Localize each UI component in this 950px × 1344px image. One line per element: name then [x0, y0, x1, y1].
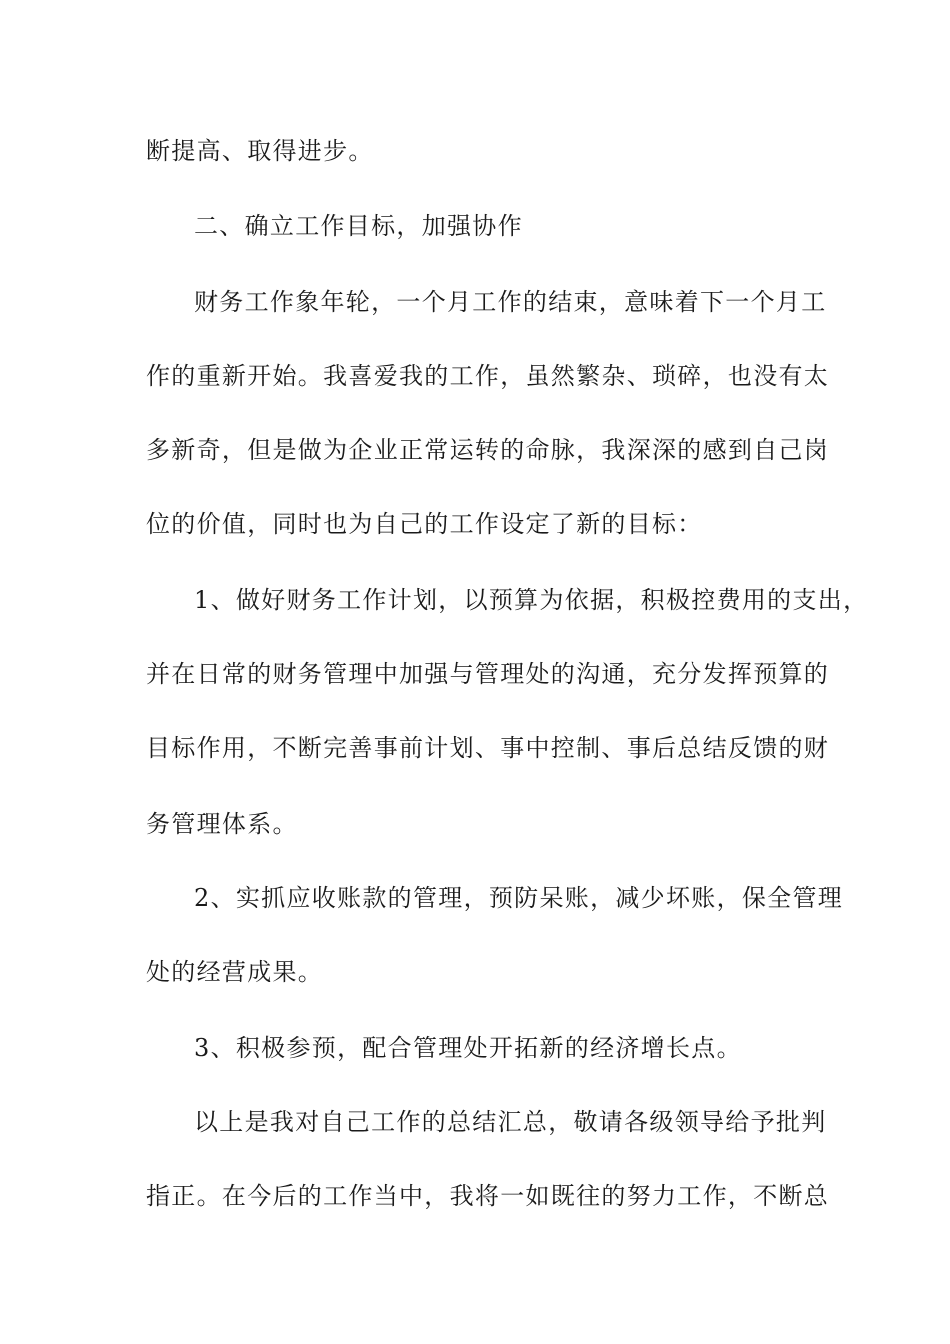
list-item-3: 3、积极参预，配合管理处开拓新的经济增长点。: [194, 1034, 742, 1062]
text-line: 务管理体系。: [146, 810, 298, 838]
list-item-2: 2、实抓应收账款的管理，预防呆账，减少坏账，保全管理: [194, 884, 844, 912]
text-line: 多新奇，但是做为企业正常运转的命脉，我深深的感到自己岗: [146, 436, 830, 464]
text-line: 以上是我对自己工作的总结汇总，敬请各级领导给予批判: [194, 1108, 827, 1136]
text-line: 作的重新开始。我喜爱我的工作，虽然繁杂、琐碎，也没有太: [146, 362, 830, 390]
text-line: 并在日常的财务管理中加强与管理处的沟通，充分发挥预算的: [146, 660, 830, 688]
text-line: 目标作用，不断完善事前计划、事中控制、事后总结反馈的财: [146, 734, 830, 762]
text-line: 指正。在今后的工作当中，我将一如既往的努力工作，不断总: [146, 1182, 830, 1210]
section-heading: 二、确立工作目标，加强协作: [194, 212, 523, 240]
text-line: 断提高、取得进步。: [146, 137, 374, 165]
list-item-1: 1、做好财务工作计划，以预算为依据，积极控费用的支出，: [194, 586, 869, 614]
text-line: 财务工作象年轮，一个月工作的结束，意味着下一个月工: [194, 288, 827, 316]
text-line: 位的价值，同时也为自己的工作设定了新的目标：: [146, 510, 703, 538]
text-line: 处的经营成果。: [146, 958, 324, 986]
